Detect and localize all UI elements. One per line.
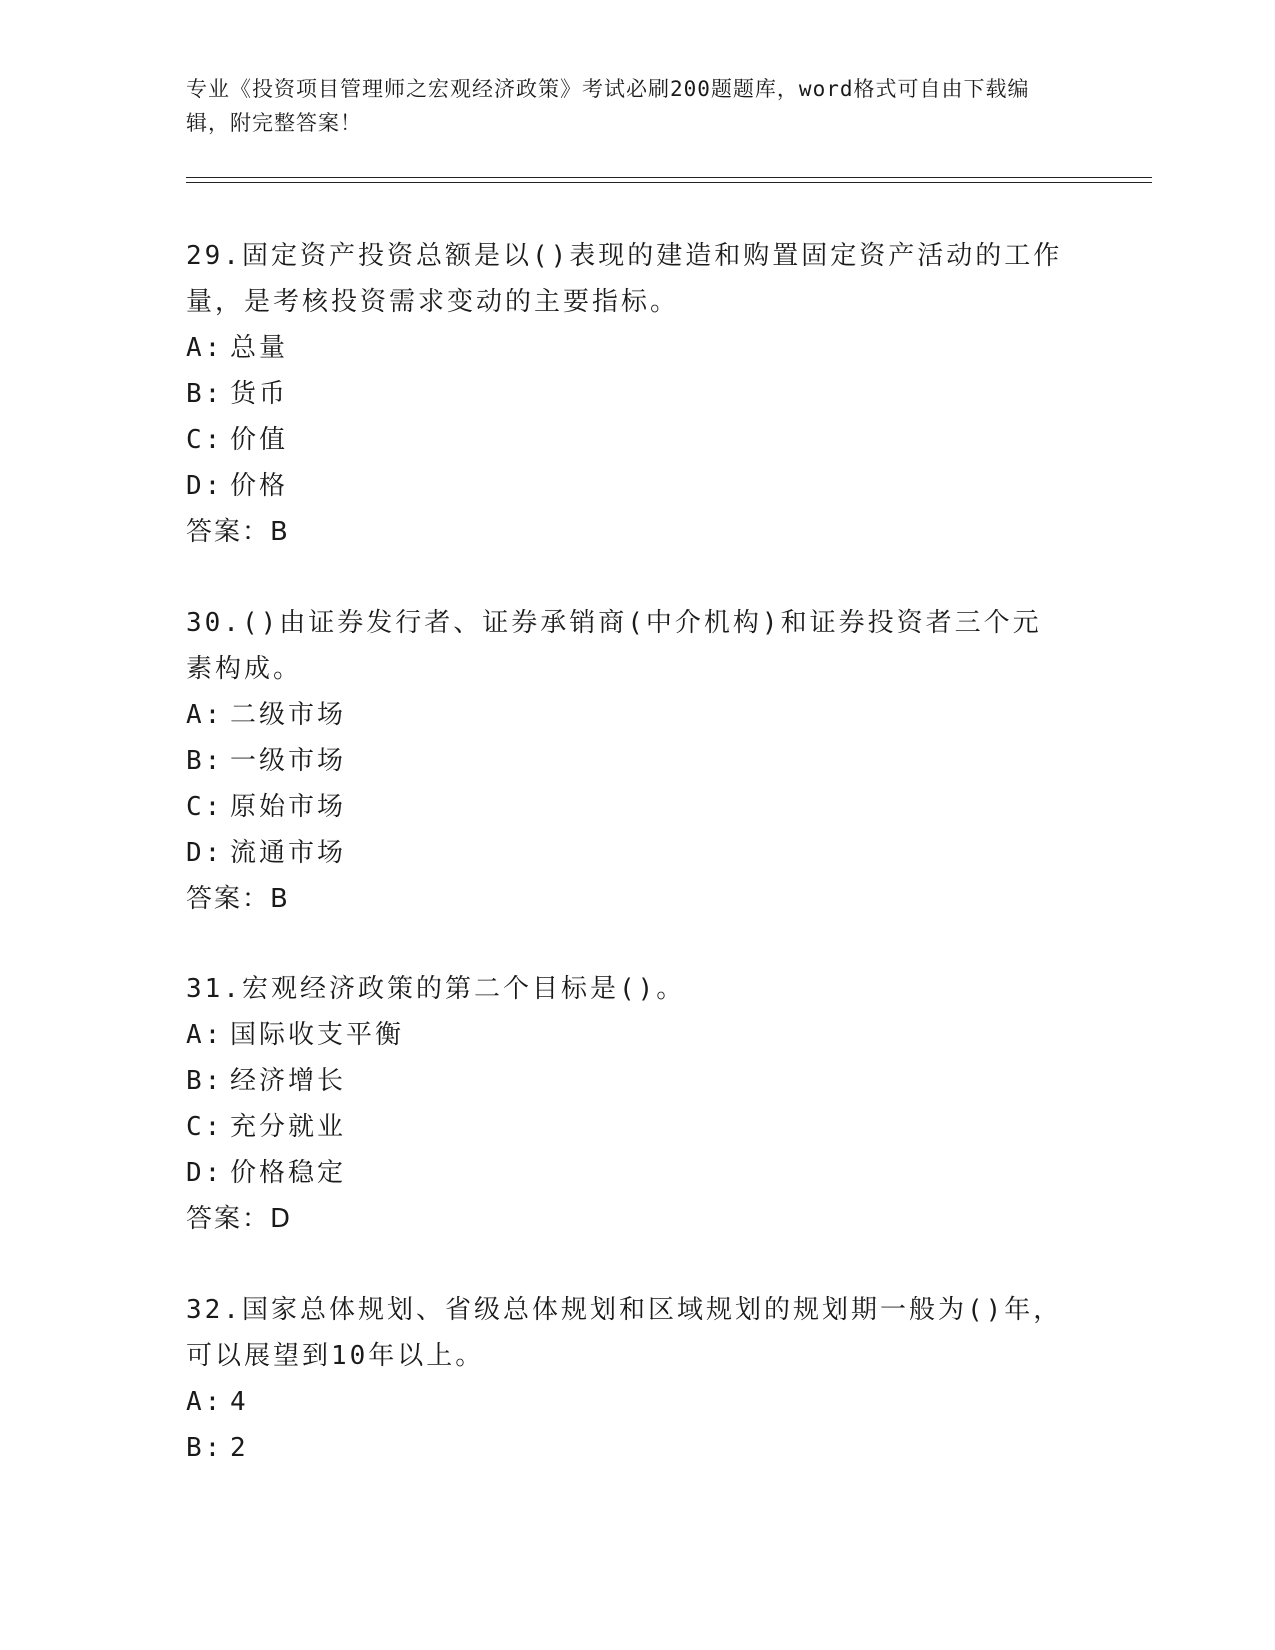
question-29: [186, 233, 1066, 555]
option-label: C:: [186, 425, 224, 455]
question-30: [186, 600, 1066, 922]
option-label: A:: [186, 1020, 224, 1050]
option-label: B:: [186, 1066, 224, 1096]
question-text: 30.()由证券发行者、证券承销商(中介机构)和证券投资者三个元素构成。: [186, 608, 1042, 684]
option-label: D:: [186, 1158, 224, 1188]
document-header: 专业《投资项目管理师之宏观经济政策》考试必刷200题题库，word格式可自由下载编辑，附完整答案！: [186, 77, 1030, 135]
option-a: [186, 1379, 1066, 1425]
option-text: 2: [230, 1433, 249, 1463]
option-label: C:: [186, 792, 224, 822]
option-text: 货币: [230, 379, 289, 409]
question-31: [186, 966, 1066, 1242]
option-text: 原始市场: [230, 792, 347, 822]
option-text: 充分就业: [230, 1112, 347, 1142]
option-c: [186, 784, 1066, 830]
option-b: [186, 738, 1066, 784]
header-divider-top: [186, 177, 1152, 178]
option-text: 价格稳定: [230, 1158, 347, 1188]
answer: 答案：B: [186, 517, 290, 547]
option-label: B:: [186, 379, 224, 409]
option-label: D:: [186, 838, 224, 868]
option-text: 一级市场: [230, 746, 347, 776]
question-text: 32.国家总体规划、省级总体规划和区域规划的规划期一般为()年，可以展望到10年以上。: [186, 1295, 1063, 1371]
option-c: [186, 1104, 1066, 1150]
option-b: [186, 371, 1066, 417]
option-a: [186, 325, 1066, 371]
option-text: 二级市场: [230, 700, 347, 730]
answer: 答案：B: [186, 884, 290, 914]
option-label: A:: [186, 333, 224, 363]
question-text: 31.宏观经济政策的第二个目标是()。: [186, 974, 686, 1004]
option-d: [186, 1150, 1066, 1196]
option-d: [186, 463, 1066, 509]
option-label: D:: [186, 471, 224, 501]
option-text: 4: [230, 1387, 249, 1417]
option-a: [186, 692, 1066, 738]
option-text: 价值: [230, 425, 289, 455]
option-text: 价格: [230, 471, 289, 501]
option-d: [186, 830, 1066, 876]
header-divider-bottom: [186, 182, 1152, 183]
option-text: 流通市场: [230, 838, 347, 868]
option-a: [186, 1012, 1066, 1058]
option-label: B:: [186, 1433, 224, 1463]
option-b: [186, 1425, 1066, 1471]
option-label: A:: [186, 1387, 224, 1417]
option-c: [186, 417, 1066, 463]
answer: 答案：D: [186, 1204, 293, 1234]
option-b: [186, 1058, 1066, 1104]
option-text: 经济增长: [230, 1066, 347, 1096]
option-text: 总量: [230, 333, 289, 363]
option-label: C:: [186, 1112, 224, 1142]
option-text: 国际收支平衡: [230, 1020, 405, 1050]
option-label: B:: [186, 746, 224, 776]
question-text: 29.固定资产投资总额是以()表现的建造和购置固定资产活动的工作量，是考核投资需求变动的主要指标。: [186, 241, 1063, 317]
option-label: A:: [186, 700, 224, 730]
question-32: [186, 1287, 1066, 1471]
